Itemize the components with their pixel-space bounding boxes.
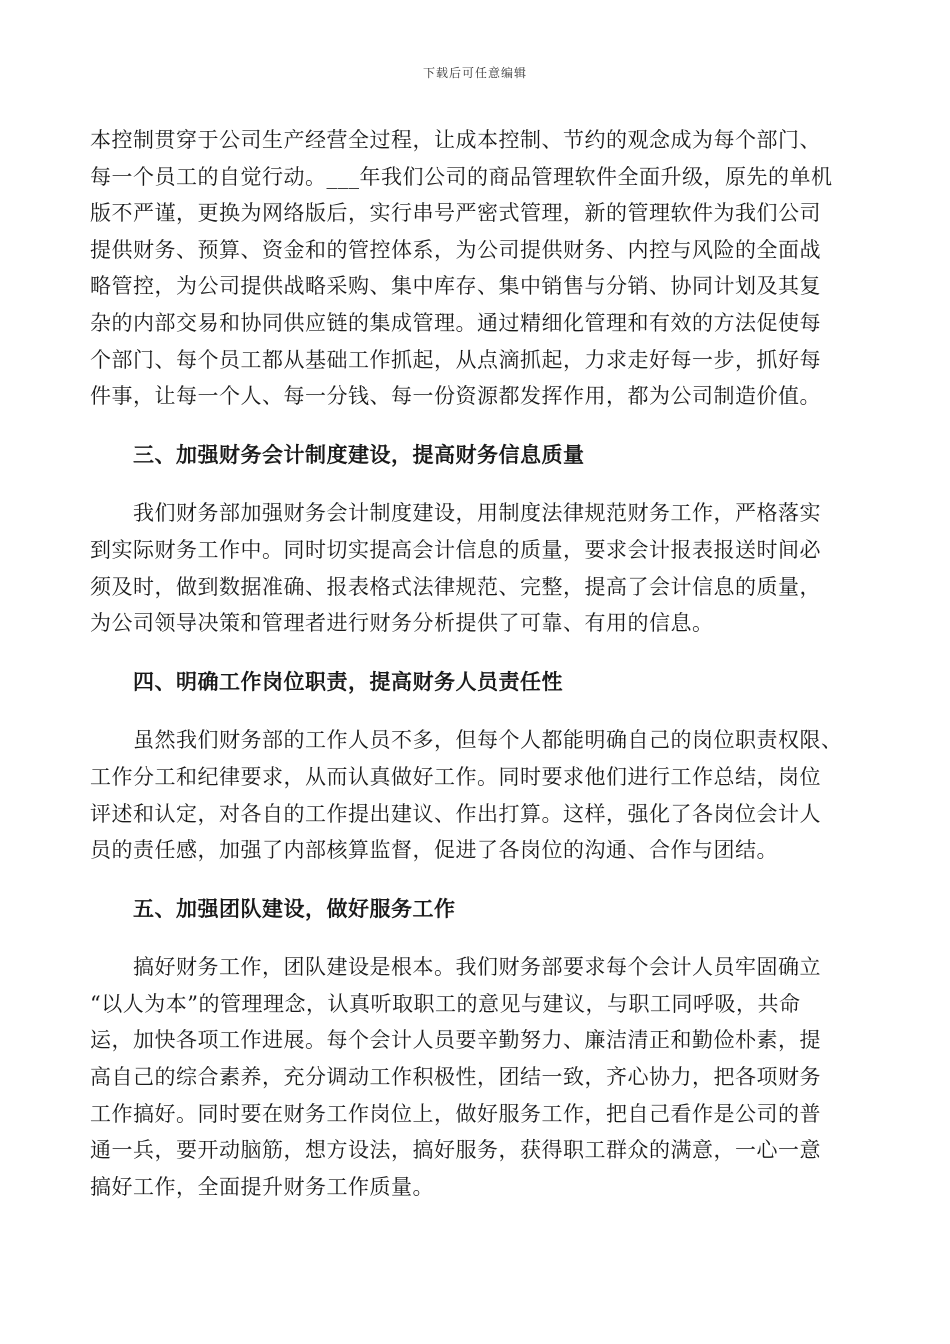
paragraph (90, 495, 870, 641)
paragraph (90, 122, 870, 415)
text-line: 须及时，做到数据准确、报表格式法律规范、完整，提高了会计信息的质量， (90, 574, 821, 599)
text-line: 搞好工作，全面提升财务工作质量。 (90, 1174, 434, 1199)
text-line: 高自己的综合素养，充分调动工作积极性，团结一致，齐心协力，把各项财务 (90, 1065, 821, 1090)
text-line: 本控制贯穿于公司生产经营全过程，让成本控制、节约的观念成为每个部门、 (90, 128, 821, 152)
text-line: “以人为本”的管理理念，认真听取职工的意见与建议，与职工同呼吸，共命 (90, 991, 801, 1016)
text-line: 评述和认定，对各自的工作提出建议、作出打算。这样，强化了各岗位会计人 (90, 801, 821, 826)
text-line: 搞好财务工作，团队建设是根本。我们财务部要求每个会计人员牢固确立 (133, 955, 821, 980)
paragraph (90, 722, 870, 868)
text-line: 工作分工和纪律要求，从而认真做好工作。同时要求他们进行工作总结，岗位 (90, 764, 821, 789)
text-line: 员的责任感，加强了内部核算监督，促进了各岗位的沟通、合作与团结。 (90, 838, 778, 863)
text-line: 工作搞好。同时要在财务工作岗位上，做好服务工作，把自己看作是公司的普 (90, 1101, 821, 1126)
text-line: 件事，让每一个人、每一分钱、每一份资源都发挥作用，都为公司制造价值。 (90, 384, 821, 409)
text-line: 通一兵，要开动脑筋，想方设法，搞好服务，获得职工群众的满意，一心一意 (90, 1138, 821, 1163)
text-line: 版不严谨，更换为网络版后，实行串号严密式管理，新的管理软件为我们公司 (90, 201, 821, 226)
text-line: 为公司领导决策和管理者进行财务分析提供了可靠、有用的信息。 (90, 611, 714, 636)
text-line: 提供财务、预算、资金和的管控体系，为公司提供财务、内控与风险的全面战 (90, 237, 821, 262)
text-line: 虽然我们财务部的工作人员不多，但每个人都能明确自己的岗位职责权限、 (133, 728, 843, 753)
text-line: 运，加快各项工作进展。每个会计人员要辛勤努力、廉洁清正和勤俭朴素，提 (90, 1028, 821, 1053)
section-heading-5: 五、加强团队建设，做好服务工作 (133, 895, 456, 921)
text-line: 我们财务部加强财务会计制度建设，用制度法律规范财务工作，严格落实 (133, 501, 821, 526)
document-body (90, 122, 870, 1205)
text-line: 到实际财务工作中。同时切实提高会计信息的质量，要求会计报表报送时间必 (90, 537, 821, 562)
page-header: 下载后可任意编辑 (422, 66, 527, 80)
section-heading-4: 四、明确工作岗位职责，提高财务人员责任性 (133, 668, 563, 694)
section-heading-3: 三、加强财务会计制度建设，提高财务信息质量 (133, 441, 585, 467)
text-line: 杂的内部交易和协同供应链的集成管理。通过精细化管理和有效的方法促使每 (90, 310, 821, 335)
text-line: 每一个员工的自觉行动。___年我们公司的商品管理软件全面升级，原先的单机 (90, 164, 833, 189)
text-line: 略管控，为公司提供战略采购、集中库存、集中销售与分销、协同计划及其复 (90, 274, 821, 299)
paragraph (90, 949, 870, 1205)
text-line: 个部门、每个员工都从基础工作抓起，从点滴抓起，力求走好每一步，抓好每 (90, 347, 821, 372)
